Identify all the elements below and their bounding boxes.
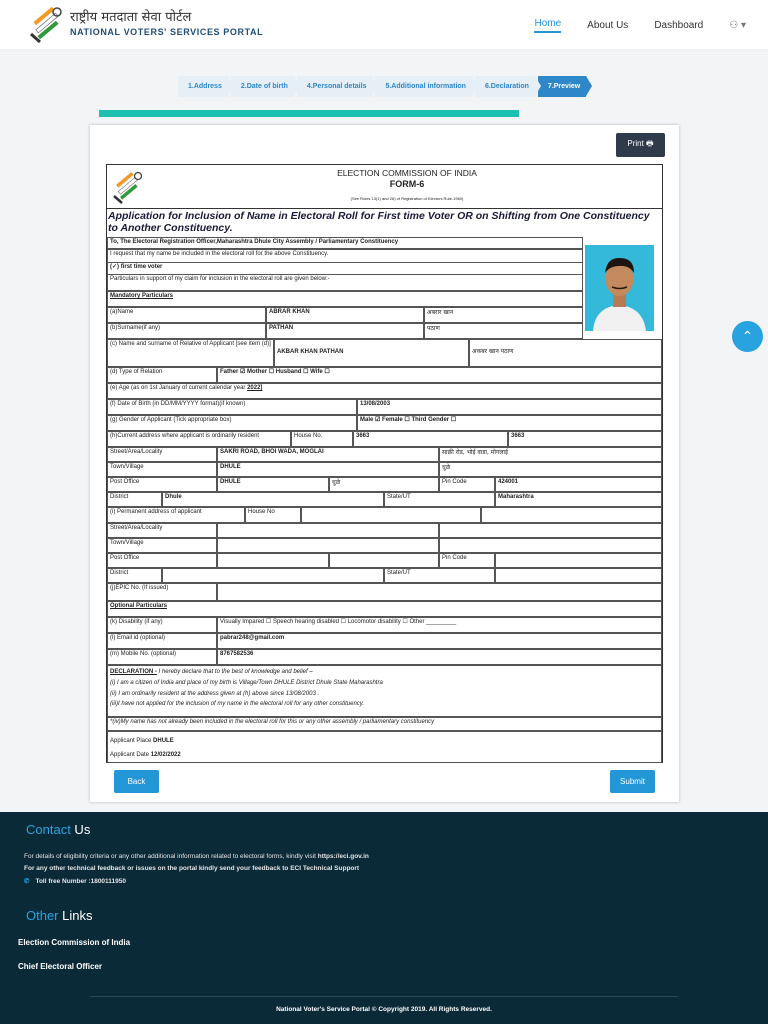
nav-home[interactable]: Home — [534, 18, 561, 33]
town-english: DHULE — [217, 462, 439, 477]
relative-hindi: अकबर खान पठाण — [469, 339, 662, 367]
copyright: National Voter's Service Portal © Copyright 2019. All Rights Reserved. — [276, 1006, 492, 1013]
nav-dashboard[interactable]: Dashboard — [654, 20, 704, 31]
post-office-label: Post Office — [107, 477, 217, 492]
town-label: Town/Village — [107, 462, 217, 477]
toll-free-row — [24, 877, 126, 885]
permanent-house-no-value — [301, 507, 481, 523]
perm-post-office-hindi — [329, 553, 439, 568]
perm-pin-label: Pin Code — [439, 553, 495, 568]
submit-button[interactable]: Submit — [610, 770, 655, 793]
step-address[interactable]: 1.Address — [178, 76, 228, 97]
contact-feedback-text — [24, 865, 359, 872]
house-no-english: 3663 — [353, 431, 508, 447]
form-header — [107, 165, 662, 209]
perm-town-value — [217, 538, 439, 553]
applicant-photo — [585, 245, 654, 331]
relation-label: (d) Type of Relation — [107, 367, 217, 383]
surname-english: PATHAN — [266, 323, 424, 339]
district-label: District — [107, 492, 162, 507]
application-title: Application for Inclusion of Name in Electoral Roll for First time Voter OR on Shifting from One Constituency to Another Constituency. — [108, 210, 650, 234]
state-label: State/UT — [384, 492, 495, 507]
house-no-hindi: 3663 — [508, 431, 662, 447]
other-links-heading — [26, 908, 92, 923]
eci-logo-icon — [26, 4, 68, 44]
to-line: To, The Electoral Registration Officer,Maharashtra Dhule City Assembly / Parliamentary Constituency — [107, 237, 583, 249]
link-chief-electoral-officer[interactable]: Chief Electoral Officer — [18, 962, 103, 971]
pin-code-value: 424001 — [495, 477, 662, 492]
logo-english-text: NATIONAL VOTERS' SERVICES PORTAL — [70, 26, 264, 37]
age-label: (e) Age (as on 1st January of current calendar year — [110, 385, 248, 391]
post-office-english: DHULE — [217, 477, 329, 492]
nav-about-us[interactable]: About Us — [587, 20, 629, 31]
perm-street-hindi — [439, 523, 662, 538]
street-hindi: साक्री रोड, भोई वाडा, मोगलाई — [439, 447, 662, 462]
particulars-line: Particulars in support of my claim for inclusion in the electoral roll are given below:- — [107, 275, 583, 291]
declaration-item-2: (ii) I am ordinarily resident at the address given at (h) above since 13/08/2003 . — [110, 690, 320, 697]
applicant-place-value: DHULE — [153, 738, 174, 744]
dob-label: (f) Date of Birth (in DD/MM/YYYY format)(if known) — [107, 399, 357, 415]
declaration-item-4: *(iv)My name has not already been included in the electoral roll for this or any other assembly / parliamentary constituency — [107, 717, 662, 731]
optional-heading: Optional Particulars — [107, 601, 662, 617]
eci-title: ELECTION COMMISSION OF INDIA — [337, 168, 477, 178]
contact-heading-rest: Us — [70, 822, 91, 837]
permanent-address-label: (i) Permanent address of applicant — [107, 507, 245, 523]
declaration-heading: DECLARATION - — [110, 669, 157, 675]
step-personal-details[interactable]: 4.Personal details — [297, 76, 373, 97]
declaration-intro: I hereby declare that to the best of knowledge and belief – — [156, 669, 313, 675]
perm-town-label: Town/Village — [107, 538, 217, 553]
street-label: Street/Area/Locality — [107, 447, 217, 462]
phone-icon: ✆ — [24, 878, 30, 885]
form-6-preview — [106, 164, 663, 763]
perm-district-value — [162, 568, 384, 583]
perm-post-office-label: Post Office — [107, 553, 217, 568]
gender-options: Male ☑ Female ☐ Third Gender ☐ — [357, 415, 662, 431]
declaration-block — [107, 665, 662, 717]
relative-english: AKBAR KHAN PATHAN — [274, 339, 469, 367]
mandatory-heading: Mandatory Particulars — [107, 291, 583, 307]
footer — [0, 812, 768, 1024]
step-declaration[interactable]: 6.Declaration — [475, 76, 535, 97]
print-button[interactable]: Print 🖶 — [616, 133, 665, 157]
relative-label: (c) Name and surname of Relative of Applicant [see item (d)] — [107, 339, 274, 367]
town-hindi: धुळे — [439, 462, 662, 477]
top-navbar — [0, 0, 768, 50]
disability-options: Visually Impared ☐ Speech hearing disabled ☐ Locomotor disability ☐ Other _________ — [217, 617, 662, 633]
surname-label: (b)Surname(if any) — [107, 323, 266, 339]
district-value: Dhule — [162, 492, 384, 507]
pin-code-label: Pin Code — [439, 477, 495, 492]
age-row — [107, 383, 662, 399]
perm-post-office-value — [217, 553, 329, 568]
toll-free-number: Toll free Number :1800111950 — [35, 878, 127, 885]
wizard-steps — [178, 76, 589, 97]
link-election-commission[interactable]: Election Commission of India — [18, 938, 131, 947]
age-year: 2022] — [247, 385, 263, 391]
email-value: pabrar248@gmail.com — [217, 633, 662, 649]
form-number: FORM-6 — [389, 179, 425, 189]
email-label: (l) Email id (optional) — [107, 633, 217, 649]
contact-eligibility-prefix: For details of eligibility criteria or any other additional information related to electoral forms, kindly visit — [24, 853, 318, 860]
epic-value — [217, 583, 662, 601]
links-heading-rest: Links — [58, 908, 93, 923]
applicant-photo-image — [585, 245, 654, 331]
contact-heading — [26, 822, 90, 837]
post-office-hindi: धुळे — [329, 477, 439, 492]
declaration-item-1: (i) I am a citizen of India and place of my birth is Village/Town DHULE District Dhule State Maharashtra — [110, 679, 383, 686]
applicant-place-label: Applicant Place — [110, 738, 154, 744]
step-date-of-birth[interactable]: 2.Date of birth — [231, 76, 294, 97]
contact-feedback-prefix: For any other technical feedback or issues on the portal kindly send your feedback to — [24, 865, 291, 872]
disability-label: (k) Disability (if any) — [107, 617, 217, 633]
street-english: SAKRI ROAD, BHOI WADA, MOGLAI — [217, 447, 439, 462]
perm-district-label: District — [107, 568, 162, 583]
mobile-value: 8767582536 — [217, 649, 662, 665]
user-menu-icon[interactable]: ⚇ ▾ — [729, 20, 746, 31]
gender-label: (g) Gender of Applicant (Tick appropriate box) — [107, 415, 357, 431]
perm-street-label: Street/Area/Locality — [107, 523, 217, 538]
mobile-label: (m) Mobile No. (optional) — [107, 649, 217, 665]
surname-hindi: पठाण — [424, 323, 583, 339]
dob-value: 13/08/2003 — [357, 399, 662, 415]
name-english: ABRAR KHAN — [266, 307, 424, 323]
contact-eligibility-text — [24, 853, 369, 860]
request-line: I request that my name be included in the electoral roll for the above Constituency. — [107, 249, 583, 263]
progress-bar — [99, 110, 519, 117]
back-button[interactable]: Back — [114, 770, 159, 793]
permanent-house-no-label: House No — [245, 507, 301, 523]
name-hindi: अबरार खान — [424, 307, 583, 323]
footer-divider — [90, 996, 678, 997]
step-preview[interactable]: 7.Preview — [538, 76, 586, 97]
logo-hindi-text: राष्ट्रीय मतदाता सेवा पोर्टल — [70, 9, 192, 25]
perm-street-value — [217, 523, 439, 538]
portal-logo[interactable] — [26, 4, 263, 44]
perm-state-label: State/UT — [384, 568, 495, 583]
state-value: Maharashtra — [495, 492, 662, 507]
eci-form-logo-icon — [111, 169, 147, 205]
applicant-place-date — [107, 731, 662, 763]
house-no-label: House No. — [291, 431, 353, 447]
first-time-voter: (✓) first time voter — [107, 263, 583, 275]
scroll-to-top-icon[interactable]: ⌃ — [732, 321, 763, 352]
eci-website-link[interactable]: https://eci.gov.in — [317, 853, 369, 860]
main-nav — [508, 18, 746, 33]
name-label: (a)Name — [107, 307, 266, 323]
rules-note: (See Rules 13(1) and 26) of Registration of Electors Rule-1960) — [350, 196, 464, 201]
declaration-item-3: (iii)I have not applied for the inclusion of my name in the electoral roll for any other constituency. — [110, 701, 365, 708]
epic-label: (j)EPIC No. (If issued) — [107, 583, 217, 601]
applicant-date-value: 12/02/2022 — [150, 752, 181, 759]
eci-support-link[interactable]: ECI Technical Support — [290, 865, 360, 872]
applicant-date-label: Applicant Date — [110, 752, 151, 759]
step-additional-information[interactable]: 5.Additional information — [375, 76, 472, 97]
perm-town-hindi — [439, 538, 662, 553]
relation-options: Father ☑ Mother ☐ Husband ☐ Wife ☐ — [217, 367, 662, 383]
contact-heading-accent: Contact — [26, 822, 71, 837]
links-heading-accent: Other — [26, 908, 59, 923]
current-address-label: (h)Current address where applicant is ordinarily resident — [107, 431, 291, 447]
perm-state-value — [495, 568, 662, 583]
permanent-house-no-hindi — [481, 507, 662, 523]
perm-pin-value — [495, 553, 662, 568]
